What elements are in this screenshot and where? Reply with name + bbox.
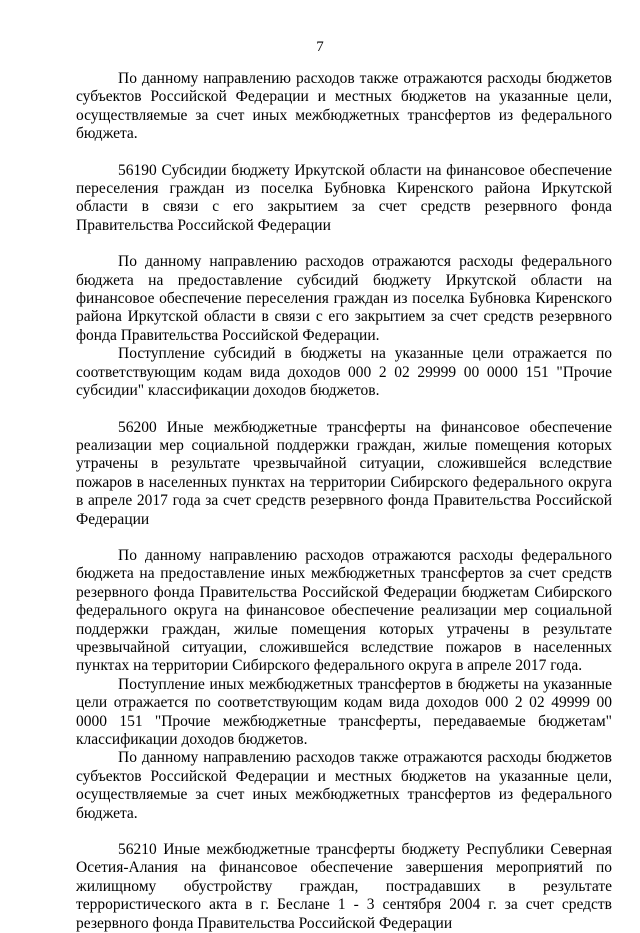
- paragraph-56200-revenue-codes: Поступление иных межбюджетных трансфертов в бюджеты на указанные цели отражается по соответствующим кодам вида доходов 000 2 02 49999 00 0000 151 "Прочие межбюджетные трансферты, передаваемые бюджетам" классификации доходов бюджетов.: [76, 675, 612, 748]
- paragraph-56200-budget-subjects-note: По данному направлению расходов также отражаются расходы бюджетов субъектов Российской Федерации и местных бюджетов на указанные цели, осуществляемые за счет иных межбюджетных трансфертов из федерального бюджета.: [76, 749, 612, 822]
- paragraph-56200-description: По данному направлению расходов отражаются расходы федерального бюджета на предоставление иных межбюджетных трансфертов за счет средств резервного фонда Правительства Российской Федерации бюджетам Сибирского федерального округа на финансовое обеспечение реализации мер социальной поддержки граждан, жилые помещения которых утрачены в результате чрезвычайной ситуации, сложившейся вследствие пожаров в населенных пунктах на территории Сибирского федерального округа в апреле 2017 года.: [76, 546, 612, 675]
- paragraph-code-56190-heading: 56190 Субсидии бюджету Иркутской области на финансовое обеспечение переселения граждан из поселка Бубновка Киренского района Иркутской области в связи с его закрытием за счет средств резервного фонда Правительства Российской Федерации: [76, 161, 612, 234]
- page-number: 7: [316, 39, 324, 55]
- paragraph-56190-description: По данному направлению расходов отражаются расходы федерального бюджета на предоставление субсидий бюджету Иркутской области на финансовое обеспечение переселения граждан из поселка Бубновка Киренского района Иркутской области в связи с его закрытием за счет средств резервного фонда Правительства Российской Федерации.: [76, 253, 612, 344]
- paragraph-budget-subjects-note: По данному направлению расходов также отражаются расходы бюджетов субъектов Российской Федерации и местных бюджетов на указанные цели, осуществляемые за счет иных межбюджетных трансфертов из федерального бюджета.: [76, 70, 612, 143]
- paragraph-code-56200-heading: 56200 Иные межбюджетные трансферты на финансовое обеспечение реализации мер социальной поддержки граждан, жилые помещения которых утрачены в результате чрезвычайной ситуации, сложившейся вследствие пожаров в населенных пунктах на территории Сибирского федерального округа в апреле 2017 года за счет средств резервного фонда Правительства Российской Федерации: [76, 418, 612, 528]
- paragraph-code-56210-heading: 56210 Иные межбюджетные трансферты бюджету Республики Северная Осетия-Алания на финансовое обеспечение завершения мероприятий по жилищному обустройству граждан, пострадавших в результате террористического акта в г. Беслане 1 - 3 сентября 2004 г. за счет средств резервного фонда Правительства Российской Федерации: [76, 841, 612, 932]
- document-body: [76, 70, 612, 933]
- paragraph-56190-revenue-codes: Поступление субсидий в бюджеты на указанные цели отражается по соответствующим кодам вида доходов 000 2 02 29999 00 0000 151 "Прочие субсидии" классификации доходов бюджетов.: [76, 345, 612, 400]
